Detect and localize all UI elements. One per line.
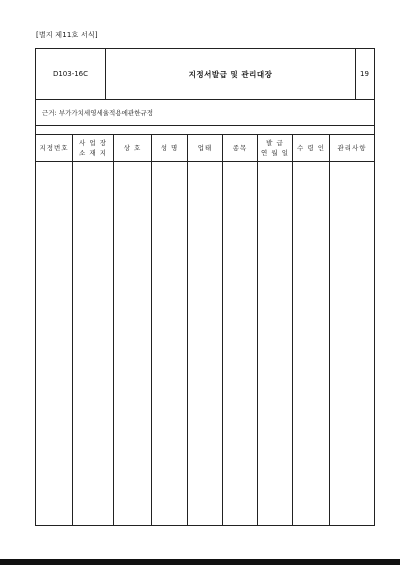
register-form (35, 48, 375, 526)
column-trade-name (114, 134, 152, 525)
column-name (152, 134, 188, 525)
column-business-type (188, 134, 223, 525)
column-business-location (73, 134, 114, 525)
column-header: 수 령 인 (293, 134, 329, 162)
form-number: 19 (360, 70, 369, 78)
column-designation-number (36, 134, 73, 525)
column-header: 발 급 연 월 일 (258, 134, 292, 162)
column-header: 사 업 장 소 재 지 (73, 134, 113, 162)
legal-basis: 근거: 부가가치세영세율적용에관한규정 (36, 99, 374, 126)
column-header: 상 호 (114, 134, 151, 162)
column-header: 지정번호 (36, 134, 72, 162)
column-header: 성 명 (152, 134, 187, 162)
column-recipient (293, 134, 330, 525)
form-title: 지정서발급 및 관리대장 (106, 49, 356, 99)
form-caption: [별지 제11호 서식] (36, 31, 98, 39)
column-header: 업태 (188, 134, 222, 162)
column-business-item (223, 134, 258, 525)
form-code: D103-16C (36, 49, 106, 99)
column-issue-date (258, 134, 293, 525)
header-row (36, 49, 374, 100)
register-table (36, 134, 374, 525)
bottom-border (0, 559, 400, 565)
column-management-notes (330, 134, 374, 525)
column-header: 관리사항 (330, 134, 374, 162)
column-header: 종목 (223, 134, 257, 162)
